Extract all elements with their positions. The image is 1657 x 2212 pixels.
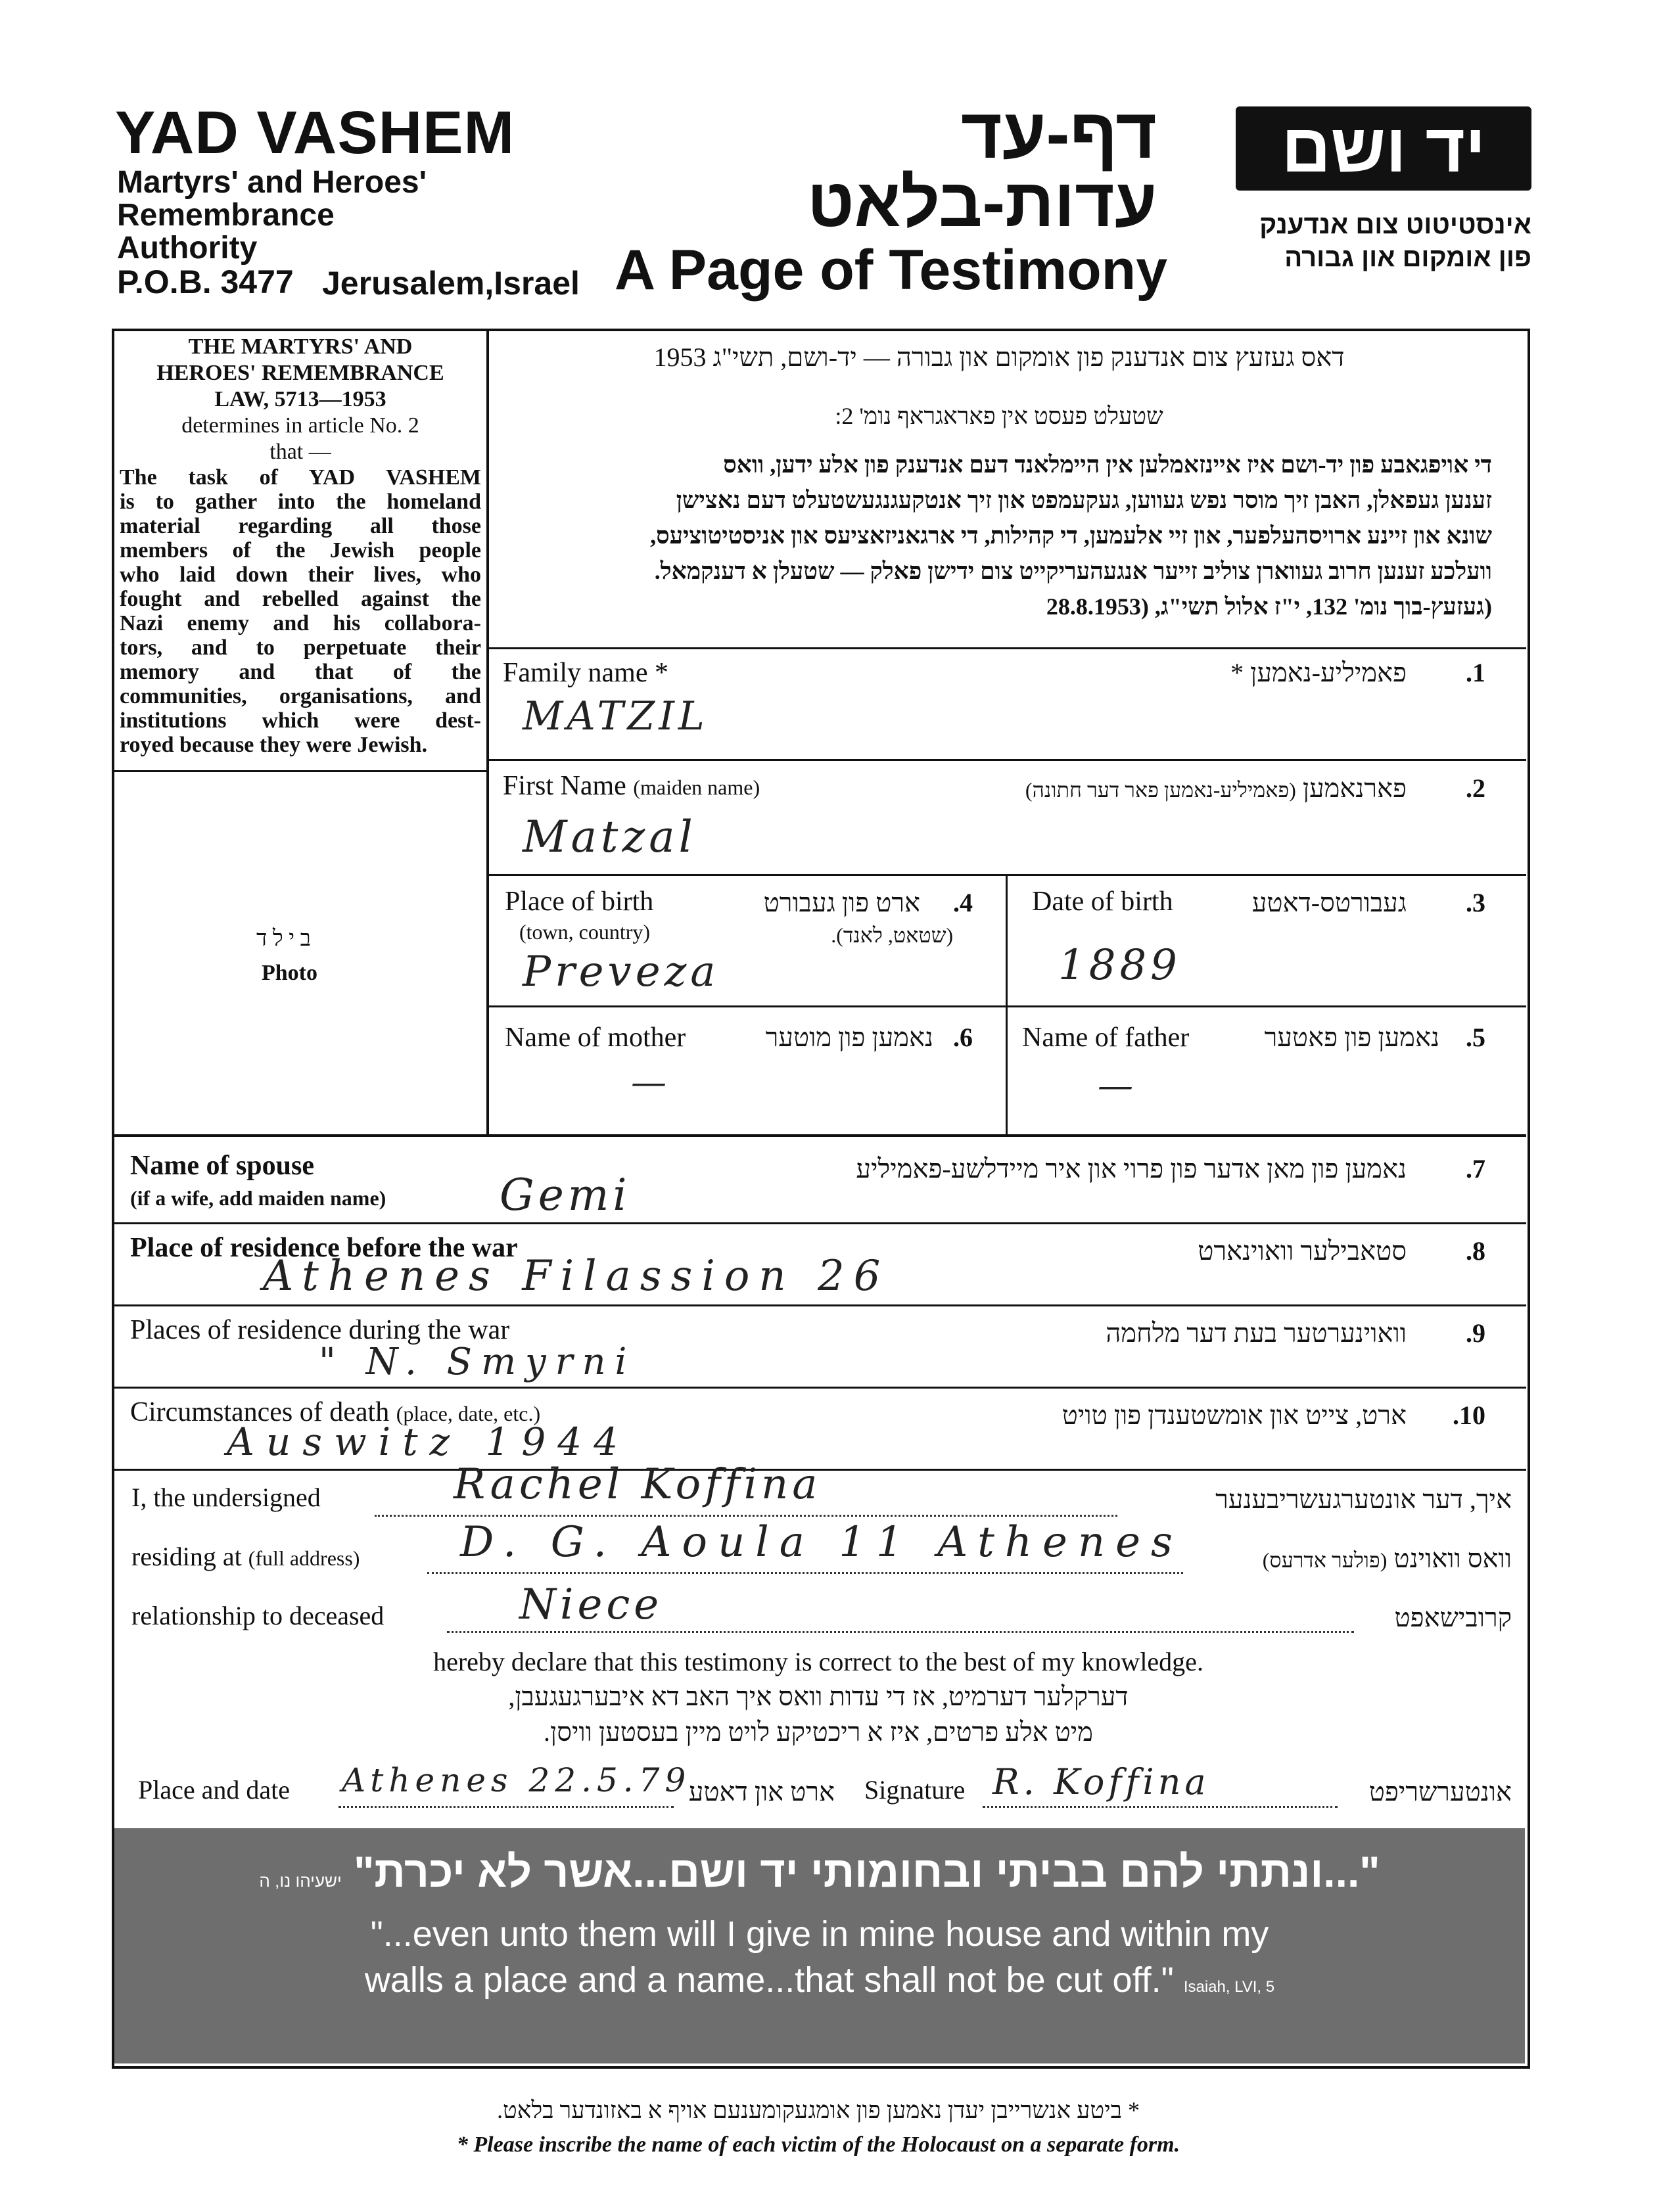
- mother-name-value[interactable]: —: [631, 1061, 670, 1103]
- field-num-7: .7: [1466, 1154, 1485, 1184]
- law-line-5: that —: [269, 440, 331, 464]
- circumstances-label-small: (place, date, etc.): [396, 1402, 541, 1425]
- undersigned-label-he: איך, דער אונטערגעשריבענער: [1215, 1485, 1512, 1514]
- declaration-text: hereby declare that this testimony is correct to the best of my knowledge.: [433, 1647, 1203, 1676]
- field-num-4: .4: [953, 888, 973, 917]
- law-yiddish-line: די אויפגאבע פון יד-ושם איז איינזאמלען אין היימלאנד דעם אנדענק פון אלע ידען, וואס: [723, 451, 1492, 478]
- relationship-label-he: קרובישאפט: [1394, 1603, 1512, 1632]
- father-name-label: Name of father: [1022, 1023, 1190, 1053]
- law-body-line: Nazi enemy and his collabora-: [120, 611, 481, 635]
- law-body-line: is to gather into the homeland: [120, 490, 481, 514]
- spouse-label-he: נאמען פון מאן אדער פון פרוי און איר מיידלשע-פאמיליע: [856, 1154, 1407, 1184]
- law-body-line: material regarding all those: [120, 514, 481, 538]
- place-of-birth-label-he-small: (שטאט, לאנד).: [831, 923, 953, 947]
- field-num-3: .3: [1466, 888, 1485, 917]
- family-name-value[interactable]: MATZIL: [523, 693, 709, 739]
- law-body-line: royed because they were Jewish.: [120, 733, 428, 757]
- residence-during-war-label-he: וואוינערטער בעת דער מלחמה: [1106, 1318, 1407, 1348]
- residing-he-small: (פולער אדרעס): [1262, 1548, 1388, 1572]
- place-of-birth-value[interactable]: Preveza: [523, 948, 720, 996]
- residence-before-war-value[interactable]: Athenes Filassion 26: [263, 1252, 890, 1301]
- relationship-value[interactable]: Niece: [519, 1580, 663, 1629]
- law-body-line: The task of YAD VASHEM: [120, 465, 481, 490]
- residing-label-small: (full address): [248, 1546, 360, 1570]
- banner-hebrew: "...ונתתי להם בביתי ובחומותי יד ושם...אשר לא יכרת": [354, 1847, 1380, 1896]
- law-title-3: LAW, 5713—1953: [214, 387, 386, 411]
- residence-during-war-value[interactable]: " N. Smyrni: [319, 1341, 636, 1383]
- banner-english-ref: Isaiah, LVI, 5: [1183, 1978, 1275, 1996]
- date-of-birth-label: Date of birth: [1032, 887, 1173, 917]
- field-num-8: .8: [1466, 1236, 1485, 1266]
- banner-quote-he: [114, 1847, 1525, 1897]
- residence-before-war-label: Place of residence before the war: [130, 1233, 518, 1263]
- footer-note-he-text: ביטע אנשרייבן יעדן נאמען פון אומגעקומענעם אויף א באזונדער בלאט.: [496, 2097, 1122, 2123]
- first-name-he-small: (פאמיליע-נאמען פאר דער חתונה): [1025, 778, 1296, 802]
- law-box: [120, 334, 481, 757]
- law-yiddish-body: [506, 447, 1492, 624]
- banner-quote-en-1: "...even unto them will I give in mine house and within my: [370, 1914, 1269, 1954]
- first-name-label: [503, 770, 760, 802]
- place-of-birth-label-he: ארט פון געבורט: [763, 888, 920, 917]
- footer-note-en: [112, 2132, 1525, 2157]
- org-subtitle-1: Martyrs' and Heroes': [117, 165, 427, 200]
- left-column-divider: [486, 329, 489, 1136]
- field-num-5: .5: [1466, 1023, 1485, 1052]
- relationship-label: relationship to deceased: [131, 1601, 385, 1630]
- mother-name-label: Name of mother: [505, 1023, 686, 1053]
- org-subtitle-3: Authority: [117, 231, 258, 265]
- signature-label: Signature: [864, 1775, 966, 1805]
- residing-label-text: residing at: [131, 1542, 242, 1571]
- residing-label: [131, 1541, 360, 1572]
- law-body-line: communities, organisations, and: [120, 684, 481, 708]
- place-date-label: Place and date: [138, 1775, 290, 1805]
- law-body-line: fought and rebelled against the: [120, 587, 481, 611]
- circumstances-value[interactable]: Auswitz 1944: [227, 1419, 630, 1464]
- place-date-label-he: ארט און דאטע: [688, 1777, 835, 1807]
- footer-star-en: *: [456, 2132, 468, 2157]
- field-num-2: .2: [1466, 773, 1485, 803]
- law-line-4: determines in article No. 2: [181, 413, 419, 438]
- first-name-label-text: First Name: [503, 771, 626, 801]
- banner-hebrew-ref: ישעיהו נו, ה: [259, 1871, 342, 1891]
- place-date-value[interactable]: Athenes 22.5.79: [342, 1761, 691, 1799]
- father-name-value[interactable]: —: [1098, 1065, 1137, 1106]
- residence-during-war-label: Places of residence during the war: [130, 1315, 510, 1345]
- org-subtitle-2: Remembrance: [117, 198, 335, 233]
- date-of-birth-value[interactable]: 1889: [1058, 941, 1181, 990]
- city: Jerusalem,Israel: [322, 265, 580, 302]
- law-title-2: HEROES' REMEMBRANCE: [156, 361, 444, 385]
- spouse-value[interactable]: Gemi: [500, 1170, 631, 1220]
- footer-note-he: [112, 2096, 1525, 2124]
- first-name-value[interactable]: Matzal: [523, 812, 697, 862]
- place-of-birth-label-small: (town, country): [519, 920, 651, 944]
- logo-subtitle-2: פון אומקום און גבורה: [1284, 243, 1531, 272]
- logo-subtitle-1: אינסטיטוט צום אנדענק: [1259, 210, 1531, 239]
- law-body: [120, 465, 481, 757]
- law-box-bottom-rule: [112, 770, 488, 772]
- law-yiddish-title: דאס געזעץ צום אנדענק פון אומקום און גבורה — יד-ושם, תשי"ג 1953: [653, 342, 1345, 372]
- residence-before-war-label-he: סטאבילער וואוינארט: [1198, 1236, 1407, 1266]
- circumstances-label-he: ארט, צייט און אומשטענדן פון טויט: [1062, 1400, 1407, 1430]
- law-body-line: members of the Jewish people: [120, 538, 481, 563]
- law-body-line: who laid down their lives, who: [120, 563, 481, 587]
- signature-value[interactable]: R. Koffina: [992, 1761, 1210, 1803]
- law-yiddish-subtitle: שטעלט פעסט אין פאראגראף נומ' 2:: [835, 403, 1163, 429]
- field-num-1: .1: [1466, 658, 1485, 687]
- signature-label-he: אונטערשריפט: [1368, 1777, 1512, 1807]
- page-title: A Page of Testimony: [615, 239, 1168, 302]
- logo-text: יד ושם: [1281, 110, 1486, 187]
- residing-he: וואס וואוינט: [1393, 1544, 1512, 1573]
- po-box: P.O.B. 3477: [117, 264, 294, 300]
- law-body-line: tors, and to perpetuate their: [120, 635, 481, 660]
- law-yiddish-line: זענען געפאלן, האבן זיך מוסר נפש געווען, געקעמפט און זיך אנטקעגנגעשטעלט דעם נאצישן: [676, 487, 1492, 513]
- law-yiddish-line: (געזעץ-בוך נומ' 132, י"ז אלול תשי"ג, (28.8.1953: [1046, 593, 1492, 620]
- family-name-label-he: פאמיליע-נאמען *: [1230, 658, 1407, 687]
- law-yiddish-line: וועלכע זענען חרוב געווארן צוליב זייער אנגעהעריקייט צום ידישן פאלק — שטעלן א דענקמאל.: [654, 558, 1492, 584]
- law-body-line: memory and that of the: [120, 660, 481, 684]
- declaration-text-he-2: מיט אלע פרטים, איז א ריכטיקע לויט מיין בעסטען וויסן.: [544, 1717, 1093, 1747]
- circumstances-label-text: Circumstances of death: [130, 1397, 390, 1427]
- first-name-label-he: [973, 773, 1407, 804]
- field-num-6: .6: [953, 1023, 973, 1052]
- law-title-1: THE MARTYRS' AND: [188, 334, 413, 359]
- law-yiddish-line: שונא און זיינע ארויסהעלפער, און זיי אלעמען, די קהילות, די ארגאניזאציעס און אניסטיטוציעס,: [650, 522, 1492, 549]
- banner-english-2: walls a place and a name...that shall not be cut off.": [364, 1960, 1174, 2000]
- family-name-label: Family name *: [503, 658, 668, 688]
- residing-value[interactable]: D. G. Aoula 11 Athenes: [460, 1518, 1183, 1567]
- spouse-label-small: (if a wife, add maiden name): [130, 1186, 386, 1210]
- father-name-label-he: נאמען פון פאטער: [1264, 1023, 1439, 1052]
- declaration-text-he-1: דערקלער דערמיט, אז די עדות וואס איך האב דא איבערגעגעבן,: [508, 1682, 1129, 1711]
- quote-banner: [114, 1828, 1525, 2063]
- footer-star-he: *: [1128, 2097, 1140, 2123]
- first-name-he: פארנאמען: [1302, 773, 1407, 803]
- yad-vashem-logo: [1236, 106, 1531, 191]
- yiddish-title-1: דף-עד: [960, 93, 1157, 173]
- law-body-line: institutions which were dest-: [120, 708, 481, 733]
- date-of-birth-label-he: געבורטס-דאטע: [1251, 888, 1407, 917]
- spouse-label: Name of spouse: [130, 1151, 314, 1181]
- field-num-10: .10: [1453, 1400, 1485, 1430]
- footer-note-en-text: Please inscribe the name of each victim of the Holocaust on a separate form.: [473, 2132, 1180, 2157]
- undersigned-label: I, the undersigned: [131, 1483, 321, 1512]
- undersigned-value[interactable]: Rachel Koffina: [454, 1460, 822, 1509]
- first-name-label-small: (maiden name): [633, 775, 760, 799]
- photo-label-he: ב י ל ד: [256, 927, 312, 951]
- place-of-birth-label: Place of birth: [505, 887, 654, 917]
- mother-name-label-he: נאמען פון מוטער: [765, 1023, 933, 1052]
- yiddish-title-2: עדות-בלאט: [807, 165, 1157, 241]
- banner-quote-en-2: [114, 1960, 1525, 2000]
- photo-label: Photo: [262, 961, 317, 985]
- org-title: YAD VASHEM: [115, 99, 515, 166]
- residing-label-he: [1190, 1543, 1512, 1574]
- field-num-9: .9: [1466, 1318, 1485, 1348]
